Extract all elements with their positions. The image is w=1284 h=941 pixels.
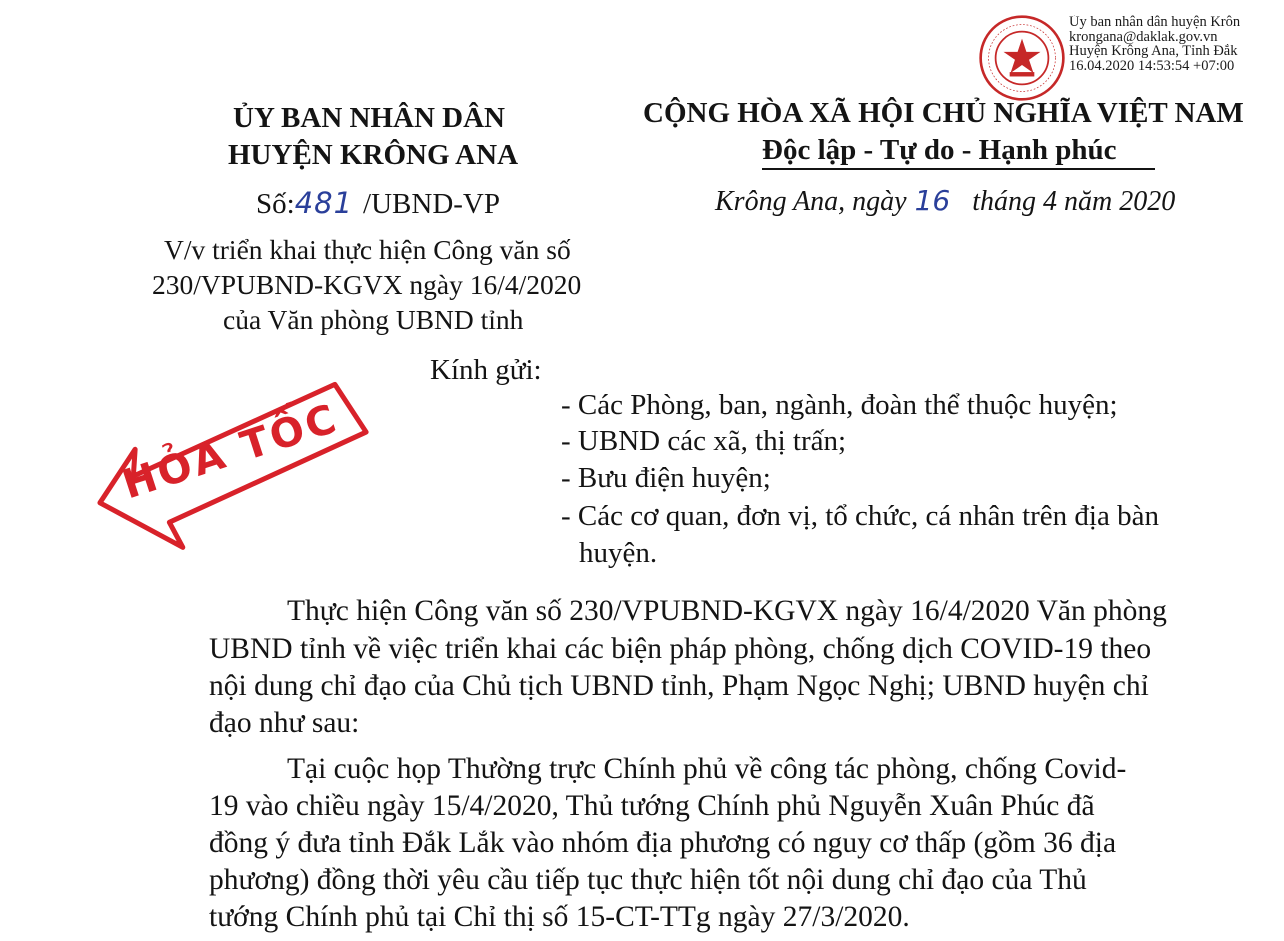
digital-signature-info — [1069, 15, 1284, 73]
recipient-continuation: huyện. — [579, 537, 658, 569]
paragraph-line: đạo như sau: — [209, 707, 360, 739]
handwritten-day: 16 — [914, 184, 951, 217]
paragraph-line: tướng Chính phủ tại Chỉ thị số 15-CT-TTg ngày 27/3/2020. — [209, 901, 910, 933]
motto-underline — [762, 168, 1155, 170]
recipient-item: - Các Phòng, ban, ngành, đoàn thể thuộc huyện; — [561, 389, 1118, 421]
national-title: CỘNG HÒA XÃ HỘI CHỦ NGHĨA VIỆT NAM — [643, 97, 1244, 129]
signature-line: Huyện Krông Ana, Tỉnh Đắk — [1069, 43, 1238, 59]
paragraph-line: UBND tỉnh về việc triển khai các biện pháp phòng, chống dịch COVID-19 theo — [209, 633, 1152, 665]
recipient-item: - UBND các xã, thị trấn; — [561, 425, 847, 457]
issue-date — [715, 184, 1175, 218]
recipient-item: - Bưu điện huyện; — [561, 462, 771, 494]
red-seal-icon — [978, 14, 1066, 102]
date-rest: tháng 4 năm 2020 — [972, 186, 1176, 217]
paragraph-line: đồng ý đưa tỉnh Đắk Lắk vào nhóm địa phương có nguy cơ thấp (gồm 36 địa — [209, 827, 1117, 859]
subject-line-1: V/v triển khai thực hiện Công văn số — [164, 234, 571, 265]
paragraph-line: Thực hiện Công văn số 230/VPUBND-KGVX ngày 16/4/2020 Văn phòng — [287, 595, 1167, 627]
number-suffix: /UBND-VP — [363, 188, 501, 220]
paragraph-line: phương) đồng thời yêu cầu tiếp tục thực hiện tốt nội dung chỉ đạo của Thủ — [209, 864, 1087, 896]
recipient-item: - Các cơ quan, đơn vị, tổ chức, cá nhân trên địa bàn — [561, 500, 1159, 532]
signature-email: krongana@daklak.gov.vn — [1069, 28, 1218, 45]
handwritten-number: 481 — [294, 186, 354, 220]
number-prefix: Số: — [256, 188, 295, 220]
subject-line-3: của Văn phòng UBND tỉnh — [223, 304, 524, 335]
signature-line: Ủy ban nhân dân huyện Krôn — [1069, 15, 1241, 30]
recipients-label: Kính gửi: — [430, 354, 542, 386]
paragraph-line: 19 vào chiều ngày 15/4/2020, Thủ tướng Chính phủ Nguyễn Xuân Phúc đã — [209, 790, 1095, 822]
paragraph-line: nội dung chỉ đạo của Chủ tịch UBND tỉnh, Phạm Ngọc Nghị; UBND huyện chỉ — [209, 670, 1149, 702]
date-place: Krông Ana, ngày — [715, 186, 907, 217]
document-number — [256, 186, 500, 221]
stamp-text: HỎA TỐC — [116, 395, 345, 509]
issuer-line-1: ỦY BAN NHÂN DÂN — [233, 102, 506, 134]
signature-timestamp: 16.04.2020 14:53:54 +07:00 — [1069, 57, 1235, 73]
national-motto: Độc lập - Tự do - Hạnh phúc — [762, 134, 1117, 166]
subject-line-2: 230/VPUBND-KGVX ngày 16/4/2020 — [152, 269, 582, 300]
urgent-stamp — [80, 350, 380, 550]
issuer-line-2: HUYỆN KRÔNG ANA — [228, 139, 519, 171]
paragraph-line: Tại cuộc họp Thường trực Chính phủ về công tác phòng, chống Covid- — [287, 753, 1127, 785]
